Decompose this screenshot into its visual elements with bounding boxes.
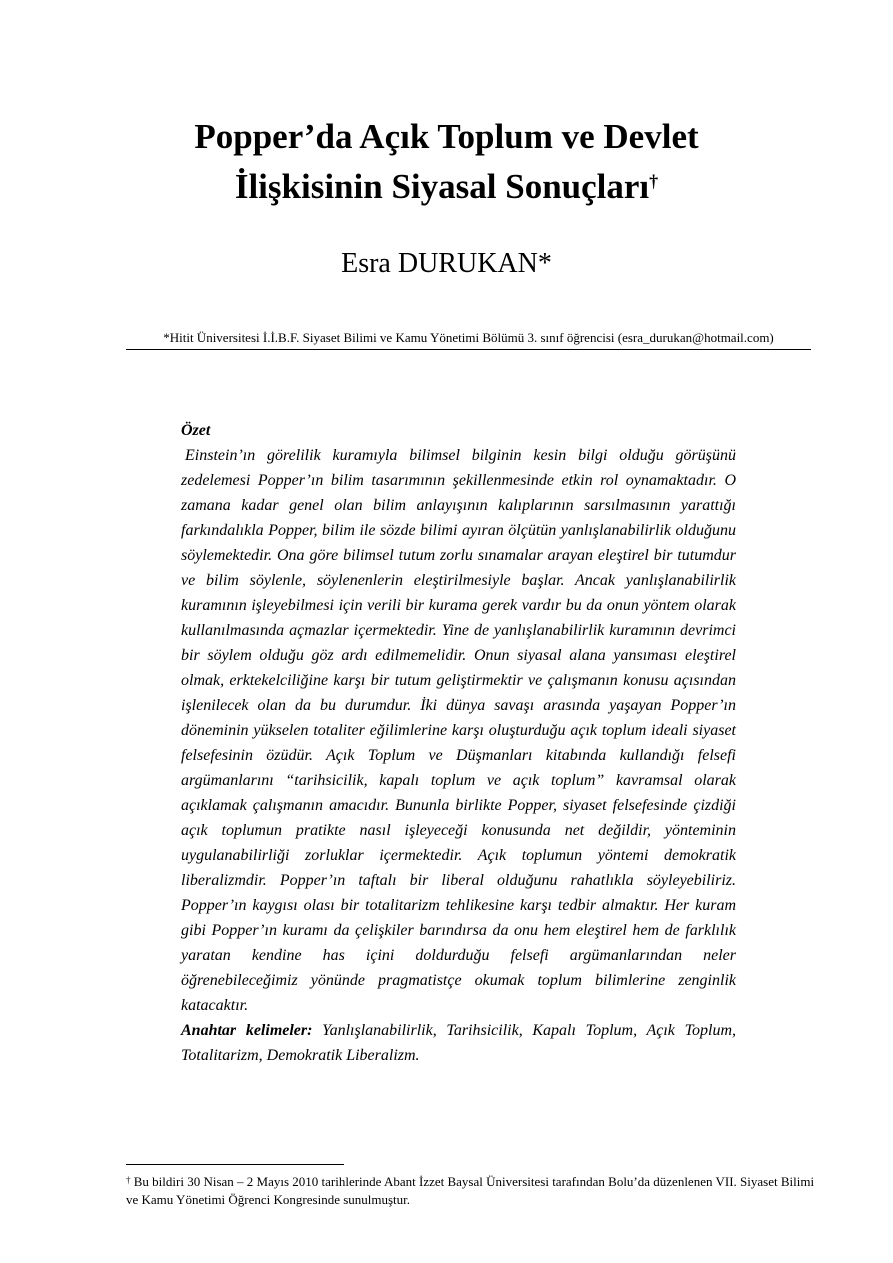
footnote [126, 1173, 816, 1209]
abstract-section [181, 418, 736, 1068]
footnote-text: Bu bildiri 30 Nisan – 2 Mayıs 2010 tarihlerinde Abant İzzet Baysal Üniversitesi tarafından Bolu’da düzenlenen VII. Siyaset Bilimi ve Kamu Yönetimi Öğrenci Kongresinde sunulmuştur. [126, 1174, 815, 1207]
keywords-label: Anahtar kelimeler: [181, 1022, 313, 1039]
abstract-heading: Özet [181, 422, 211, 439]
keywords-list: Yanlışlanabilirlik, Tarihsicilik, Kapalı Toplum, Açık Toplum, Totalitarizm, Demokratik Liberalizm. [181, 1022, 736, 1064]
abstract-body: Einstein’ın görelilik kuramıyla bilimsel bilginin kesin bilgi olduğu görüşünü zedelemesi Popper’ın bilim tasarımının şekillenmesinde etkin rol oynamaktadır. O zamana kadar genel olan bilim anlayışının kalıplarının sarsılmasının yarattığı farkındalıkla Popper, bilim ile sözde bilimi ayıran ölçütün yanlışlanabilirlik olduğunu söylemektedir. Ona göre bilimsel tutum zorlu sınamalar arayan eleştirel bir tutumdur ve bilim söylenle, söylenenlerin eleştirilmesiyle başlar. Ancak yanlışlanabilirlik kuramının işleyebilmesi için verili bir kurama gerek vardır bu da onun yöntem olarak kullanılmasında açmazlar içermektedir. Yine de yanlışlanabilirlik kuramının devrimci bir söylem olduğu göz ardı edilmemelidir. Onun siyasal alana yansıması eleştirel olmak, erktekelciliğine karşı bir tutum geliştirmektir ve çalışmanın konusu açısından işlenilecek olan da bu durumdur. İki dünya savaşı arasında yaşayan Popper’ın döneminin yükselen totaliter eğilimlerine karşı oluşturduğu açık toplum ideali siyaset felsefesinin özüdür. Açık Toplum ve Düşmanları kitabında kullandığı felsefi argümanlarını “tarihsicilik, kapalı toplum ve açık toplum” kavramsal olarak açıklamak çalışmanın amacıdır. Bununla birlikte Popper, siyaset felsefesinde çizdiği açık toplumun pratikte nasıl işleyeceği konusunda net değildir, yönteminin uygulanabilirliği zorluklar içermektedir. Açık toplumun yöntemi demokratik liberalizmdir. Popper’ın taftalı bir liberal olduğunu rahatlıkla söyleyebiliriz. Popper’ın kaygısı olası bir totalitarizm tehlikesine karşı tedbir almaktır. Her kuram gibi Popper’ın kuramı da çelişkiler barındırsa da onu hem eleştirel hem de farklılık yaratan kendine has içini doldurduğu felsefi argümanlarından neler öğrenebileceğimiz yönünde pragmatistçe okumak toplum bilimlerine zenginlik katacaktır. [181, 447, 736, 1014]
footnote-divider [126, 1164, 344, 1165]
keywords-line [181, 1018, 736, 1068]
title-footnote-marker: † [649, 171, 659, 191]
header-divider [126, 349, 811, 350]
title-line-2: İlişkisinin Siyasal Sonuçları [234, 167, 650, 206]
footnote-marker: † [126, 1175, 131, 1185]
author-name: Esra DURUKAN* [341, 248, 552, 279]
author-affiliation: *Hitit Üniversitesi İ.İ.B.F. Siyaset Bilimi ve Kamu Yönetimi Bölümü 3. sınıf öğrencisi (esra_durukan@hotmail.com) [163, 330, 774, 345]
paper-title [0, 112, 893, 212]
title-line-1: Popper’da Açık Toplum ve Devlet [194, 117, 699, 156]
